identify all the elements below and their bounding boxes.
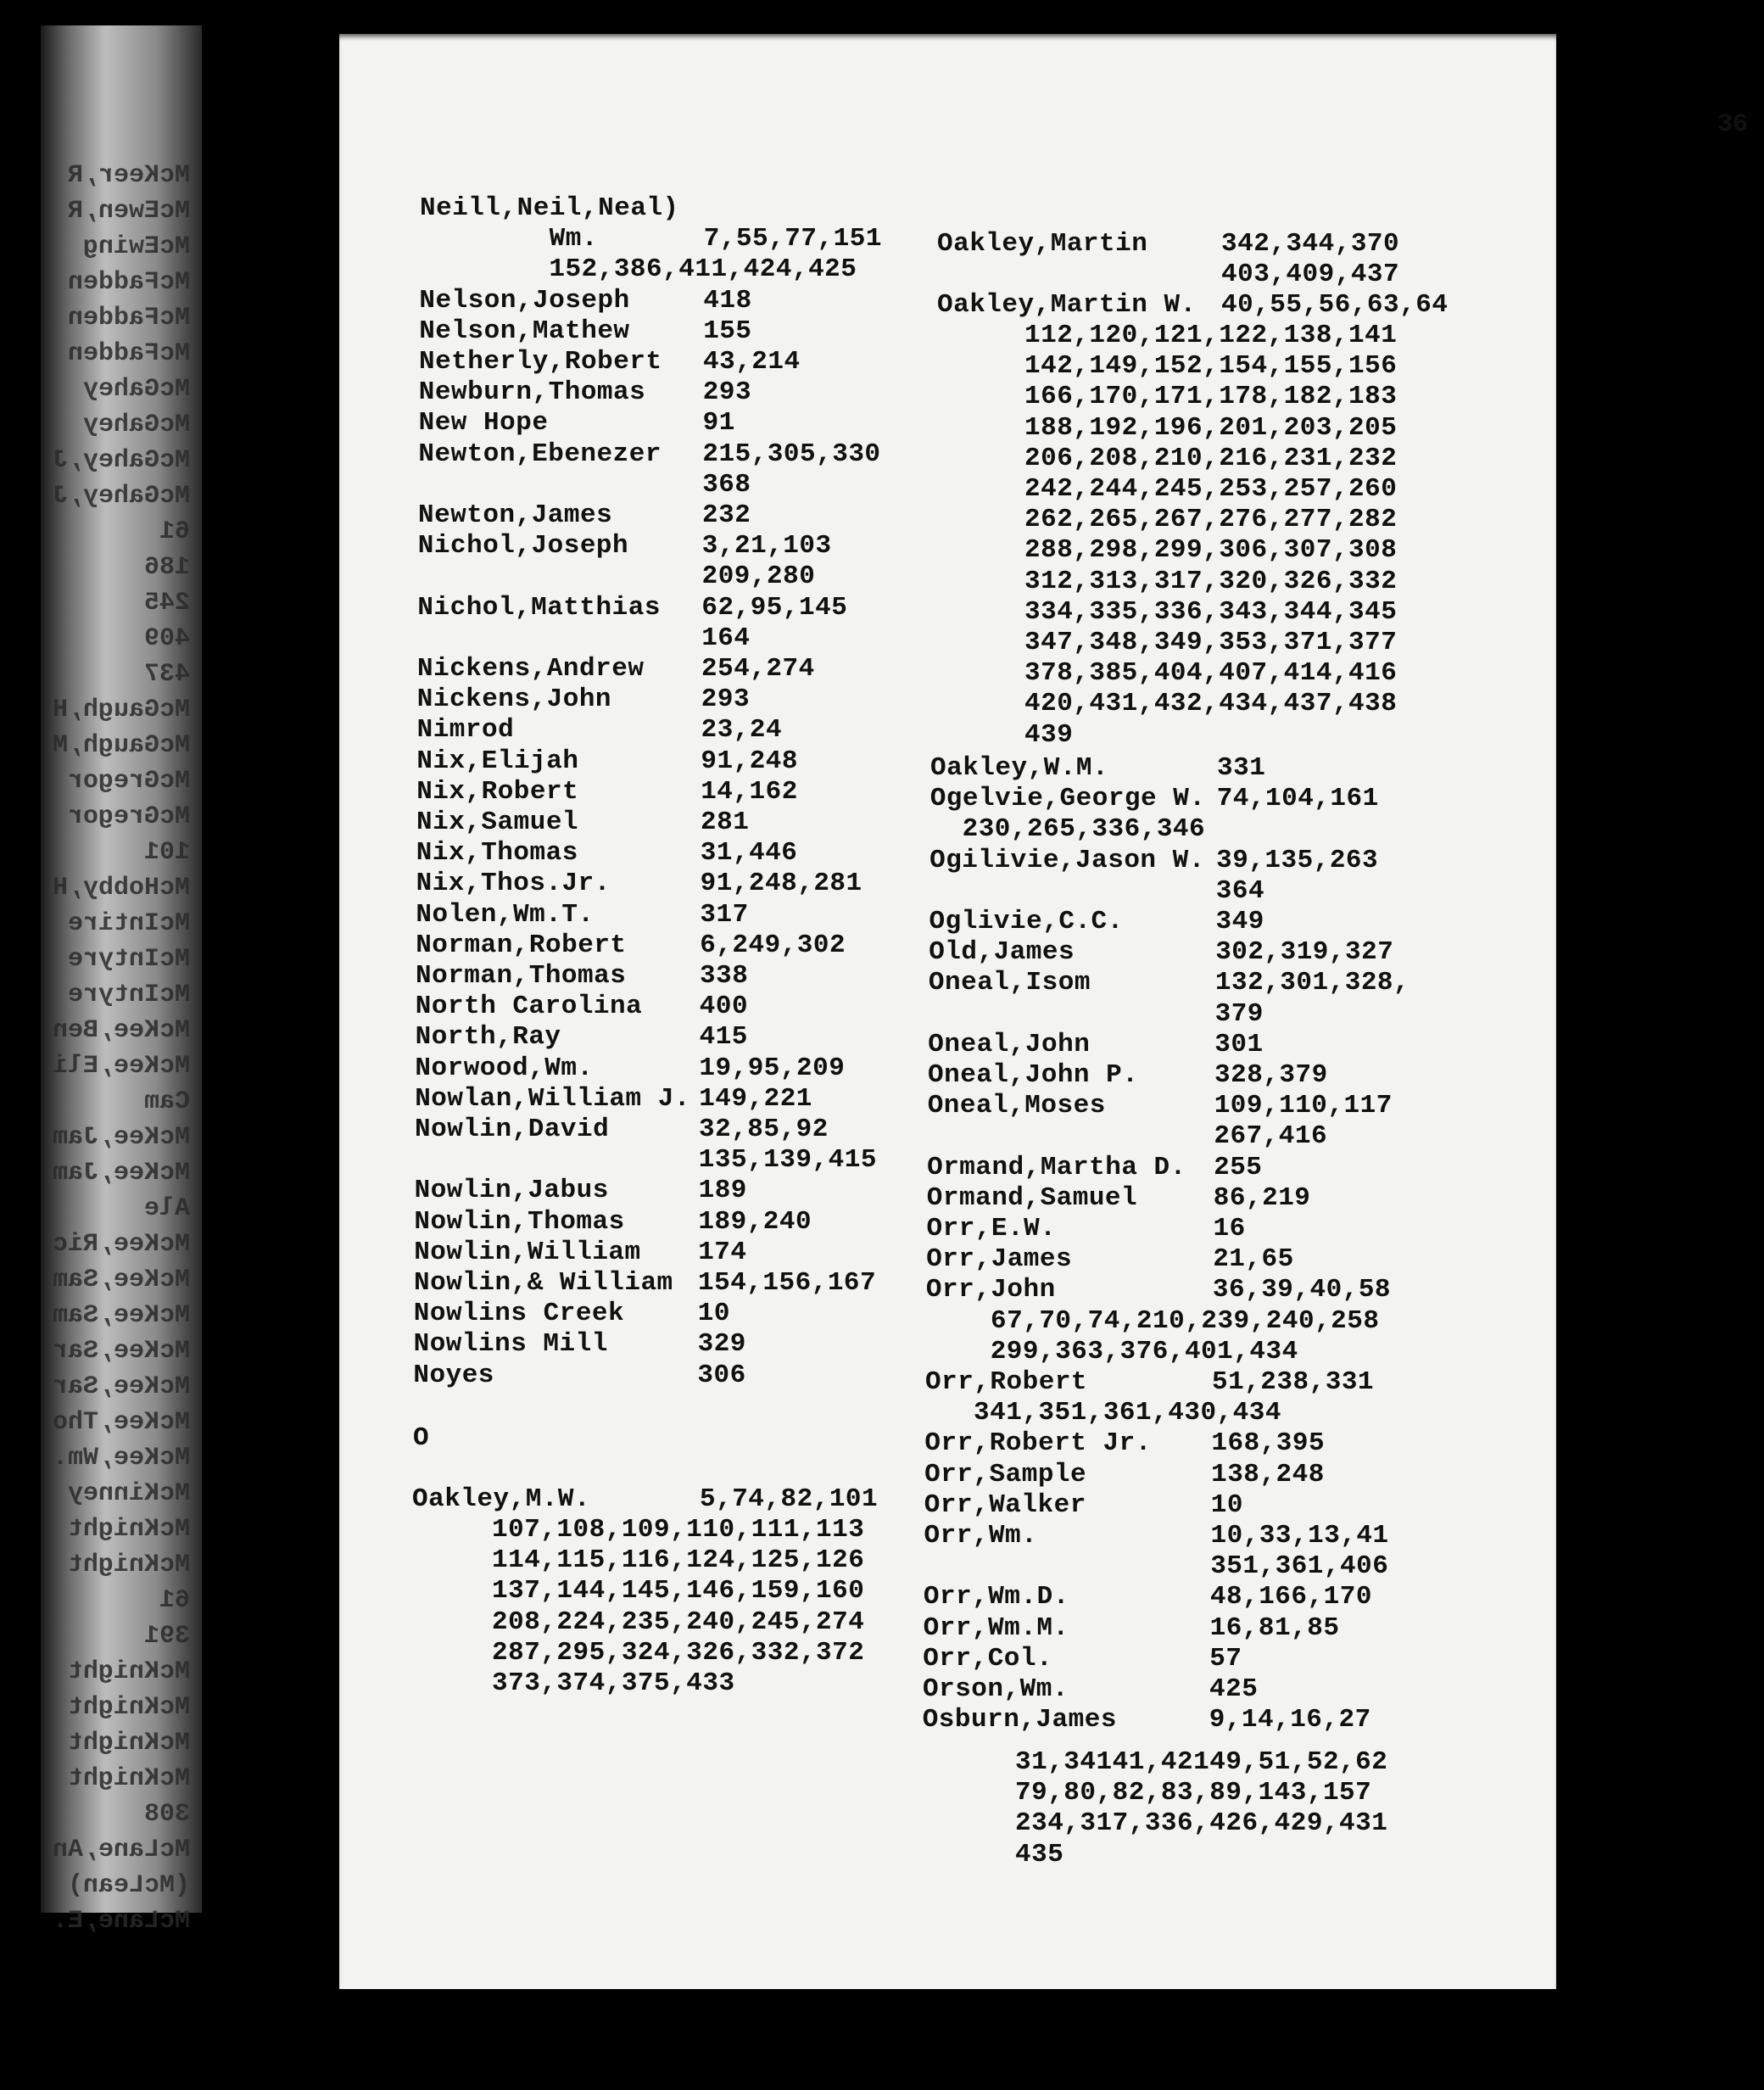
page-continuation-line: 347,348,349,353,371,377	[1024, 628, 1398, 657]
page-continuation-line: 142,149,152,154,155,156	[1024, 351, 1398, 382]
entry-name: 341,351,361,430,434	[924, 1398, 1281, 1428]
entry-name: Nichol,Joseph	[417, 531, 629, 562]
index-entry	[930, 784, 1694, 814]
entry-pages: 189,240	[698, 1206, 812, 1237]
page-continuation-line: 188,192,196,201,203,205	[1024, 412, 1398, 443]
entry-name: Nix,Samuel	[416, 808, 579, 837]
entry-name: Orr,Wm.	[924, 1521, 1038, 1551]
bleed-through-text: McKnight	[67, 1764, 190, 1793]
bleed-through-text: 101	[143, 838, 190, 867]
entry-pages: 10	[1210, 1489, 1244, 1520]
index-entry	[924, 1551, 1687, 1582]
entry-name: Norman,Thomas	[416, 961, 627, 991]
entry-pages: 138,248	[1211, 1459, 1325, 1489]
bleed-through-text: McFadden	[67, 268, 190, 297]
index-entry	[929, 968, 1692, 998]
entry-pages: 16,81,85	[1209, 1612, 1340, 1643]
index-entry	[924, 1490, 1688, 1521]
entry-pages: 74,104,161	[1216, 784, 1379, 814]
index-entry	[926, 1306, 1689, 1337]
entry-pages: 36,39,40,58	[1212, 1275, 1392, 1305]
bleed-through-text: 245	[143, 589, 190, 618]
entry-pages: 255	[1214, 1152, 1263, 1182]
entry-pages: 86,219	[1213, 1182, 1311, 1213]
entry-pages: 338	[700, 961, 749, 991]
bleed-through-text: 391	[143, 1622, 190, 1651]
bleed-through-text: McGregor	[67, 767, 190, 796]
page-continuation-line: 107,108,109,110,111,113	[492, 1515, 865, 1545]
entry-name: Nowlin,William	[414, 1237, 641, 1267]
entry-pages: 10,33,13,41	[1210, 1521, 1389, 1551]
entry-pages: 91	[702, 408, 735, 439]
entry-name: Orr,Robert	[925, 1367, 1088, 1397]
entry-pages: 281	[701, 808, 750, 837]
index-entry	[927, 1153, 1690, 1183]
entry-pages: 3,21,103	[701, 531, 832, 562]
index-entry	[937, 229, 1700, 260]
entry-pages: 57	[1209, 1643, 1242, 1674]
entry-name: Nowlan,William J.	[415, 1083, 690, 1114]
bleed-through-text: McKeer,R	[67, 161, 190, 190]
entry-name: Orr,Wm.M.	[923, 1612, 1069, 1643]
entry-name: Nowlins Creek	[413, 1299, 625, 1329]
entry-name: Norwood,Wm.	[415, 1053, 594, 1083]
entry-pages: 368	[702, 469, 751, 500]
entry-name: Newton,James	[418, 500, 613, 530]
entry-pages: 329	[697, 1329, 746, 1360]
entry-name: Nix,Robert	[416, 776, 579, 807]
entry-pages: 317	[700, 899, 749, 930]
entry-name: Nickens,John	[416, 685, 612, 715]
bleed-through-text: McKnight	[67, 1729, 190, 1758]
bleed-through-text: McGregor	[67, 802, 190, 831]
entry-name: Oglivie,C.C.	[929, 907, 1124, 936]
index-entry	[923, 1674, 1686, 1705]
entry-name: Orr,James	[926, 1244, 1073, 1275]
entry-pages: 168,395	[1211, 1428, 1326, 1459]
entry-pages: 5,74,82,101	[700, 1484, 879, 1514]
entry-pages: 189	[698, 1176, 747, 1206]
entry-name: Nowlin,Jabus	[414, 1176, 609, 1206]
book-binding-edge	[41, 25, 202, 1936]
entry-name: North Carolina	[415, 992, 643, 1022]
entry-name: North,Ray	[415, 1022, 561, 1053]
index-entry	[420, 193, 1183, 224]
entry-pages: 51,238,331	[1212, 1367, 1375, 1397]
entry-pages: 32,85,92	[699, 1115, 829, 1144]
bleed-through-text: McKee,Wm.	[52, 1444, 190, 1472]
entry-pages: 174	[698, 1237, 747, 1267]
page-continuation-line: 420,431,432,434,437,438	[1024, 689, 1398, 719]
entry-name: Wm.	[419, 224, 598, 254]
entry-name: Netherly,Robert	[419, 347, 662, 377]
entry-name: 230,265,336,346	[929, 814, 1206, 845]
bleed-through-text: McKnight	[67, 1515, 190, 1544]
entry-name: Oakley,W.M.	[930, 753, 1109, 783]
page-continuation-line: 166,170,171,178,182,183	[1024, 382, 1398, 412]
page-number: 36	[1717, 110, 1749, 139]
index-entry	[926, 1244, 1689, 1275]
entry-pages: 43,214	[703, 347, 801, 377]
index-entry	[923, 1705, 1686, 1735]
entry-pages: 232	[702, 500, 751, 530]
index-entry	[929, 846, 1693, 876]
entry-name: Orr,John	[925, 1275, 1056, 1305]
entry-name: Nelson,Mathew	[419, 316, 630, 346]
bleed-through-text: McIntyre	[67, 945, 190, 974]
page-continuation-line: 334,335,336,343,344,345	[1024, 596, 1398, 627]
bleed-through-text: McGahey,J	[52, 482, 190, 511]
index-entry	[927, 1121, 1690, 1152]
page-continuation-line: 435	[1015, 1839, 1064, 1869]
entry-name: New Hope	[418, 408, 549, 439]
index-entry	[924, 1460, 1688, 1490]
entry-pages: 349	[1215, 907, 1264, 936]
entry-pages: 342,344,370	[1221, 229, 1400, 259]
entry-name: 67,70,74,210,239,240,258	[925, 1305, 1380, 1336]
index-entry	[929, 907, 1693, 937]
index-entry	[924, 1428, 1688, 1459]
page-continuation-line: 234,317,336,426,429,431	[1015, 1808, 1388, 1839]
bleed-through-text: McKee,Sar	[52, 1337, 190, 1366]
bleed-through-text: McLane,An	[52, 1836, 190, 1864]
entry-pages: 425	[1209, 1674, 1259, 1704]
entry-name: Oakley,Martin	[937, 229, 1148, 259]
entry-pages: 91,248	[701, 746, 799, 776]
index-entry	[928, 1060, 1691, 1091]
entry-name: Newburn,Thomas	[418, 377, 646, 408]
bleed-through-text: 308	[143, 1800, 190, 1829]
bleed-through-text: McKee,Sar	[52, 1372, 190, 1401]
entry-name: Old,James	[929, 937, 1075, 968]
bleed-through-text: McHobby,H	[52, 874, 190, 902]
entry-name: Nix,Elijah	[416, 746, 579, 776]
index-entry	[924, 1582, 1687, 1612]
index-entry	[929, 814, 1693, 845]
index-entry	[929, 876, 1693, 907]
entry-name: Oneal,John P.	[928, 1060, 1139, 1090]
entry-pages: 293	[701, 685, 751, 715]
entry-pages: 415	[699, 1022, 748, 1053]
entry-name: Nichol,Matthias	[417, 592, 661, 623]
bleed-through-text: 186	[143, 553, 190, 582]
bleed-through-text: McGaugh,H	[52, 696, 190, 724]
entry-name: Nix,Thos.Jr.	[416, 869, 611, 899]
page-continuation-line: 79,80,82,83,89,143,157	[1015, 1778, 1372, 1808]
page-continuation-line: 112,120,121,122,138,141	[1024, 321, 1398, 350]
index-entry	[928, 1091, 1691, 1121]
entry-name: Orr,Sample	[924, 1459, 1087, 1489]
entry-pages: 7,55,77,151	[703, 224, 882, 254]
entry-name: Nix,Thomas	[416, 838, 578, 869]
index-entry	[928, 1030, 1691, 1060]
entry-name: Orr,E.W.	[926, 1214, 1057, 1243]
entry-name: Neill,Neil,Neal)	[420, 193, 679, 223]
entry-pages: 6,249,302	[700, 930, 846, 960]
page-continuation-line: 137,144,145,146,159,160	[492, 1576, 865, 1607]
index-entry	[937, 260, 1700, 290]
entry-name: Ormand,Samuel	[926, 1182, 1138, 1213]
entry-pages: 403,409,437	[1221, 260, 1400, 290]
bleed-through-text: McGaugh,M	[52, 731, 190, 760]
entry-pages: 302,319,327	[1215, 937, 1394, 968]
entry-pages: 254,274	[701, 654, 815, 684]
entry-pages: 40,55,56,63,64	[1221, 290, 1449, 321]
bleed-through-text: (McLean)	[67, 1871, 190, 1900]
entry-pages: 135,139,415	[698, 1145, 877, 1176]
bleed-through-text: McKee,Jam	[52, 1159, 190, 1188]
entry-pages: 267,416	[1214, 1121, 1328, 1152]
entry-name: Newton,Ebenezer	[418, 439, 662, 469]
entry-pages: 364	[1215, 875, 1265, 906]
entry-name: Nimrod	[416, 715, 515, 746]
bleed-through-text: McGahey	[82, 375, 190, 404]
entry-pages: 328,379	[1214, 1060, 1328, 1090]
entry-name: Orr,Wm.D.	[923, 1582, 1069, 1612]
entry-pages: 209,280	[701, 562, 816, 592]
index-entry	[923, 1644, 1686, 1674]
entry-name: Nowlin,Thomas	[414, 1206, 625, 1237]
entry-name: Nowlins Mill	[413, 1329, 608, 1360]
bleed-through-text: McKnight	[67, 1657, 190, 1686]
entry-name: Oakley,Martin W.	[937, 290, 1197, 321]
entry-pages: 379	[1214, 998, 1264, 1029]
page-continuation-line: 373,374,375,433	[492, 1668, 735, 1698]
entry-pages: 301	[1214, 1029, 1264, 1059]
entry-name: Nelson,Joseph	[419, 285, 630, 316]
bleed-through-text: Cam	[143, 1087, 190, 1116]
bleed-through-text: McFadden	[67, 339, 190, 368]
bleed-through-text: McEwing	[82, 232, 190, 261]
entry-name: Orson,Wm.	[923, 1674, 1069, 1704]
bleed-through-text: Ale	[143, 1194, 190, 1223]
entry-pages: 164	[701, 623, 751, 653]
entry-name: Ogelvie,George W.	[929, 784, 1206, 814]
index-entry	[927, 1214, 1690, 1244]
entry-pages: 62,95,145	[701, 592, 848, 623]
entry-pages: 21,65	[1213, 1244, 1294, 1275]
entry-pages: 293	[702, 377, 752, 408]
entry-pages: 91,248,281	[700, 869, 862, 899]
bleed-through-text: McKee,Eli	[52, 1052, 190, 1081]
entry-name: Oneal,Isom	[928, 968, 1091, 998]
bleed-through-text: McKee,Ric	[52, 1230, 190, 1259]
bleed-through-text: McKinney	[67, 1479, 190, 1508]
page-continuation-line: 31,34141,42149,51,52,62	[1015, 1747, 1388, 1777]
entry-name: Orr,Col.	[923, 1643, 1053, 1674]
bleed-through-text: McEwen,R	[67, 197, 190, 226]
index-entry	[925, 1337, 1689, 1367]
entry-pages: 23,24	[701, 715, 783, 746]
entry-name: Osburn,James	[922, 1705, 1117, 1735]
page-continuation-line: 208,224,235,240,245,274	[492, 1607, 865, 1637]
entry-pages: 109,110,117	[1214, 1091, 1393, 1121]
entry-pages: 16	[1213, 1214, 1246, 1243]
bleed-through-text: McKee,Jam	[52, 1123, 190, 1152]
entry-pages: 331	[1217, 753, 1266, 783]
bleed-through-text: McKnight	[67, 1551, 190, 1579]
page-continuation-line: 378,385,404,407,414,416	[1024, 658, 1398, 689]
bleed-through-text: McKnight	[67, 1693, 190, 1722]
bleed-through-text: 61	[159, 1586, 190, 1615]
entry-pages: 155	[703, 316, 752, 346]
bleed-through-text: McFadden	[67, 304, 190, 332]
entry-pages: 306	[697, 1360, 746, 1390]
entry-pages: 215,305,330	[702, 439, 881, 469]
entry-name: Nickens,Andrew	[417, 654, 645, 684]
entry-pages: 31,446	[700, 838, 798, 869]
entry-name: Ormand,Martha D.	[927, 1152, 1186, 1182]
bleed-through-text: McKee,Ben	[52, 1016, 190, 1045]
entry-pages: 154,156,167	[698, 1268, 877, 1298]
entry-pages: 351,361,406	[1210, 1551, 1389, 1582]
index-entry	[929, 999, 1692, 1030]
entry-pages: 132,301,328,	[1214, 968, 1410, 998]
bleed-through-text: McGahey,J	[52, 446, 190, 475]
section-letter: O	[413, 1423, 430, 1453]
index-entry	[924, 1521, 1688, 1551]
entry-name: Oneal,Moses	[927, 1091, 1106, 1121]
index-entry	[930, 753, 1694, 784]
bleed-through-text: McLane,E.	[52, 1907, 190, 1936]
bleed-through-text: 409	[143, 624, 190, 653]
index-entry	[937, 290, 1700, 321]
entry-name: Orr,Walker	[924, 1489, 1086, 1520]
index-entry	[924, 1613, 1687, 1644]
index-entry	[925, 1367, 1689, 1398]
entry-pages: 149,221	[699, 1083, 812, 1114]
page-continuation-line: 439	[1024, 719, 1074, 750]
page-continuation-line: 287,295,324,326,332,372	[492, 1637, 865, 1668]
entry-name: Nowlin,David	[415, 1115, 610, 1144]
entry-name: Orr,Robert Jr.	[924, 1428, 1152, 1459]
entry-name: Nowlin,& William	[414, 1268, 673, 1298]
page-continuation-line: 288,298,299,306,307,308	[1024, 535, 1398, 566]
entry-pages: 9,14,16,27	[1209, 1705, 1371, 1735]
entry-pages: 10	[697, 1299, 731, 1329]
index-entry	[926, 1275, 1689, 1305]
entry-name: Oneal,John	[928, 1029, 1091, 1059]
entry-name: 152,386,411,424,425	[419, 254, 857, 285]
entry-pages: 48,166,170	[1209, 1582, 1372, 1612]
index-entry	[929, 937, 1692, 968]
entry-pages: 19,95,209	[699, 1053, 846, 1083]
page-continuation-line: 262,265,267,276,277,282	[1024, 505, 1398, 535]
entry-name: Oakley,M.W.	[412, 1484, 591, 1514]
index-entry	[925, 1398, 1689, 1428]
entry-pages: 418	[703, 285, 752, 316]
bleed-through-text: McKee,Sam	[52, 1266, 190, 1294]
entry-name: 299,363,376,401,434	[925, 1336, 1298, 1366]
index-entry	[927, 1183, 1690, 1214]
bleed-through-text: 61	[159, 517, 190, 546]
bleed-through-text: McIntyre	[67, 981, 190, 1009]
page-continuation-line: 206,208,210,216,231,232	[1024, 443, 1398, 473]
bleed-through-text: McGahey	[82, 411, 190, 439]
bleed-through-text: McIntire	[67, 909, 190, 938]
bleed-through-text: McKee,Sam	[52, 1301, 190, 1330]
page-continuation-line: 312,313,317,320,326,332	[1024, 566, 1398, 596]
entry-name: Norman,Robert	[416, 930, 627, 960]
page-continuation-line: 114,115,116,124,125,126	[492, 1545, 865, 1576]
entry-pages: 39,135,263	[1216, 845, 1379, 875]
entry-name: Ogilivie,Jason W.	[929, 845, 1205, 875]
bleed-through-text: 437	[143, 660, 190, 689]
entry-name: Nolen,Wm.T.	[416, 899, 595, 930]
entry-name: Noyes	[413, 1360, 494, 1390]
entry-pages: 400	[699, 992, 749, 1022]
entry-pages: 14,162	[701, 776, 798, 807]
bleed-through-text: McKee,Tho	[52, 1408, 190, 1437]
page-continuation-line: 242,244,245,253,257,260	[1024, 474, 1398, 504]
